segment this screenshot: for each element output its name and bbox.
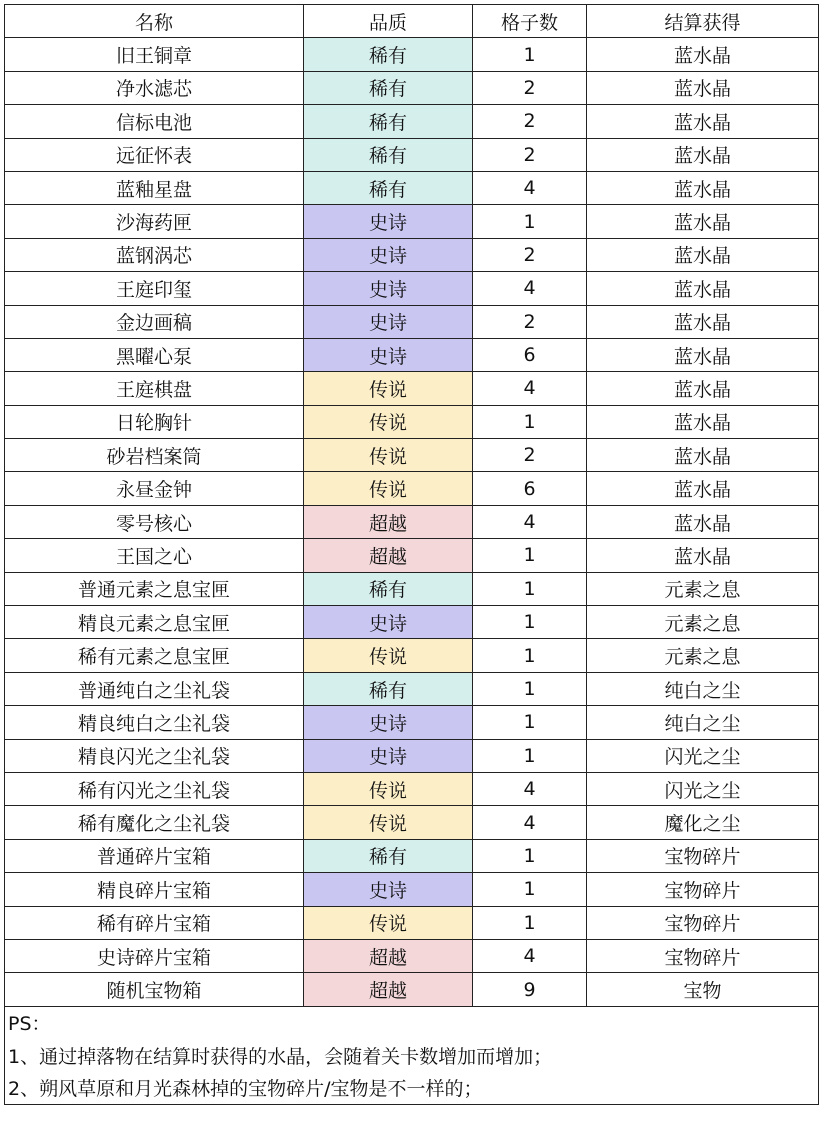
cell-reward: 蓝水晶 [587,505,819,538]
cell-reward: 宝物碎片 [587,839,819,872]
cell-name: 永昼金钟 [5,472,304,505]
cell-slots: 1 [473,606,587,639]
note-heading: PS： [5,1006,819,1039]
cell-reward: 蓝水晶 [587,439,819,472]
cell-quality: 稀有 [304,105,473,138]
table-row [5,772,819,805]
header-reward: 结算获得 [587,5,819,38]
cell-name: 普通碎片宝箱 [5,839,304,872]
cell-slots: 6 [473,472,587,505]
cell-reward: 魔化之尘 [587,806,819,839]
cell-name: 精良纯白之尘礼袋 [5,706,304,739]
cell-slots: 2 [473,105,587,138]
item-table-sheet [4,4,818,1105]
cell-slots: 2 [473,439,587,472]
cell-slots: 9 [473,973,587,1006]
cell-name: 稀有碎片宝箱 [5,906,304,939]
cell-slots: 2 [473,305,587,338]
cell-name: 蓝釉星盘 [5,171,304,204]
cell-reward: 宝物碎片 [587,939,819,972]
table-header-row [5,5,819,38]
cell-quality: 稀有 [304,71,473,104]
table-row [5,38,819,71]
cell-quality: 超越 [304,539,473,572]
cell-name: 沙海药匣 [5,205,304,238]
cell-quality: 传说 [304,439,473,472]
cell-slots: 4 [473,772,587,805]
table-row [5,439,819,472]
cell-slots: 1 [473,906,587,939]
cell-reward: 蓝水晶 [587,539,819,572]
cell-quality: 史诗 [304,873,473,906]
table-row [5,171,819,204]
cell-slots: 1 [473,739,587,772]
table-row [5,505,819,538]
cell-reward: 蓝水晶 [587,205,819,238]
table-row [5,873,819,906]
cell-reward: 蓝水晶 [587,272,819,305]
cell-reward: 元素之息 [587,639,819,672]
cell-quality: 超越 [304,505,473,538]
table-row [5,706,819,739]
cell-quality: 传说 [304,405,473,438]
cell-reward: 蓝水晶 [587,338,819,371]
cell-name: 净水滤芯 [5,71,304,104]
note-line: 2、朔风草原和月光森林掉的宝物碎片/宝物是不一样的； [5,1072,819,1105]
cell-quality: 史诗 [304,205,473,238]
cell-name: 远征怀表 [5,138,304,171]
cell-name: 稀有闪光之尘礼袋 [5,772,304,805]
cell-reward: 纯白之尘 [587,706,819,739]
header-name: 名称 [5,5,304,38]
cell-name: 黑曜心泵 [5,338,304,371]
table-body [5,38,819,1006]
table-row [5,839,819,872]
cell-slots: 1 [473,706,587,739]
table-row [5,639,819,672]
table-row [5,238,819,271]
table-row [5,572,819,605]
cell-slots: 4 [473,806,587,839]
note-row [5,1039,819,1071]
cell-name: 普通元素之息宝匣 [5,572,304,605]
cell-name: 普通纯白之尘礼袋 [5,672,304,705]
cell-reward: 闪光之尘 [587,739,819,772]
notes-section [5,1006,819,1104]
cell-reward: 元素之息 [587,606,819,639]
cell-name: 金边画稿 [5,305,304,338]
cell-slots: 1 [473,839,587,872]
cell-quality: 史诗 [304,706,473,739]
cell-reward: 蓝水晶 [587,171,819,204]
table-row [5,205,819,238]
table-row [5,71,819,104]
cell-quality: 稀有 [304,572,473,605]
table-row [5,739,819,772]
cell-name: 史诗碎片宝箱 [5,939,304,972]
cell-slots: 1 [473,539,587,572]
cell-name: 精良闪光之尘礼袋 [5,739,304,772]
cell-slots: 1 [473,639,587,672]
cell-name: 王庭棋盘 [5,372,304,405]
cell-name: 稀有魔化之尘礼袋 [5,806,304,839]
cell-quality: 超越 [304,973,473,1006]
cell-quality: 史诗 [304,272,473,305]
cell-reward: 蓝水晶 [587,372,819,405]
cell-reward: 蓝水晶 [587,305,819,338]
item-table [4,4,819,1105]
cell-slots: 6 [473,338,587,371]
cell-reward: 宝物碎片 [587,906,819,939]
table-row [5,539,819,572]
cell-name: 王国之心 [5,539,304,572]
table-row [5,272,819,305]
cell-quality: 稀有 [304,138,473,171]
cell-name: 精良元素之息宝匣 [5,606,304,639]
cell-quality: 传说 [304,806,473,839]
cell-name: 稀有元素之息宝匣 [5,639,304,672]
cell-reward: 纯白之尘 [587,672,819,705]
cell-quality: 稀有 [304,672,473,705]
table-row [5,472,819,505]
cell-reward: 宝物 [587,973,819,1006]
cell-slots: 1 [473,405,587,438]
cell-slots: 4 [473,272,587,305]
table-row [5,672,819,705]
cell-reward: 蓝水晶 [587,38,819,71]
table-row [5,973,819,1006]
table-row [5,338,819,371]
cell-name: 随机宝物箱 [5,973,304,1006]
note-line: 1、通过掉落物在结算时获得的水晶，会随着关卡数增加而增加； [5,1039,819,1071]
cell-quality: 史诗 [304,238,473,271]
note-row [5,1072,819,1105]
header-quality: 品质 [304,5,473,38]
table-row [5,806,819,839]
table-row [5,372,819,405]
cell-reward: 蓝水晶 [587,105,819,138]
header-slots: 格子数 [473,5,587,38]
table-row [5,939,819,972]
cell-quality: 传说 [304,372,473,405]
cell-quality: 超越 [304,939,473,972]
cell-reward: 蓝水晶 [587,238,819,271]
cell-slots: 1 [473,205,587,238]
cell-reward: 蓝水晶 [587,405,819,438]
cell-reward: 蓝水晶 [587,71,819,104]
cell-quality: 稀有 [304,171,473,204]
cell-slots: 2 [473,238,587,271]
cell-name: 日轮胸针 [5,405,304,438]
table-row [5,138,819,171]
cell-reward: 蓝水晶 [587,472,819,505]
cell-slots: 4 [473,939,587,972]
cell-quality: 史诗 [304,338,473,371]
table-row [5,405,819,438]
cell-quality: 稀有 [304,38,473,71]
cell-name: 旧王铜章 [5,38,304,71]
table-row [5,305,819,338]
cell-quality: 稀有 [304,839,473,872]
cell-name: 王庭印玺 [5,272,304,305]
cell-reward: 闪光之尘 [587,772,819,805]
cell-name: 零号核心 [5,505,304,538]
cell-reward: 元素之息 [587,572,819,605]
cell-quality: 传说 [304,772,473,805]
cell-slots: 4 [473,171,587,204]
cell-quality: 传说 [304,639,473,672]
cell-slots: 1 [473,38,587,71]
cell-slots: 2 [473,71,587,104]
cell-slots: 4 [473,505,587,538]
cell-slots: 4 [473,372,587,405]
cell-quality: 传说 [304,472,473,505]
cell-slots: 1 [473,572,587,605]
cell-quality: 史诗 [304,606,473,639]
cell-name: 信标电池 [5,105,304,138]
table-row [5,906,819,939]
cell-quality: 史诗 [304,305,473,338]
cell-quality: 史诗 [304,739,473,772]
cell-reward: 宝物碎片 [587,873,819,906]
table-row [5,606,819,639]
cell-name: 砂岩档案筒 [5,439,304,472]
cell-slots: 1 [473,873,587,906]
cell-name: 蓝钢涡芯 [5,238,304,271]
cell-slots: 2 [473,138,587,171]
cell-reward: 蓝水晶 [587,138,819,171]
cell-name: 精良碎片宝箱 [5,873,304,906]
cell-quality: 传说 [304,906,473,939]
note-row [5,1006,819,1039]
table-row [5,105,819,138]
cell-slots: 1 [473,672,587,705]
